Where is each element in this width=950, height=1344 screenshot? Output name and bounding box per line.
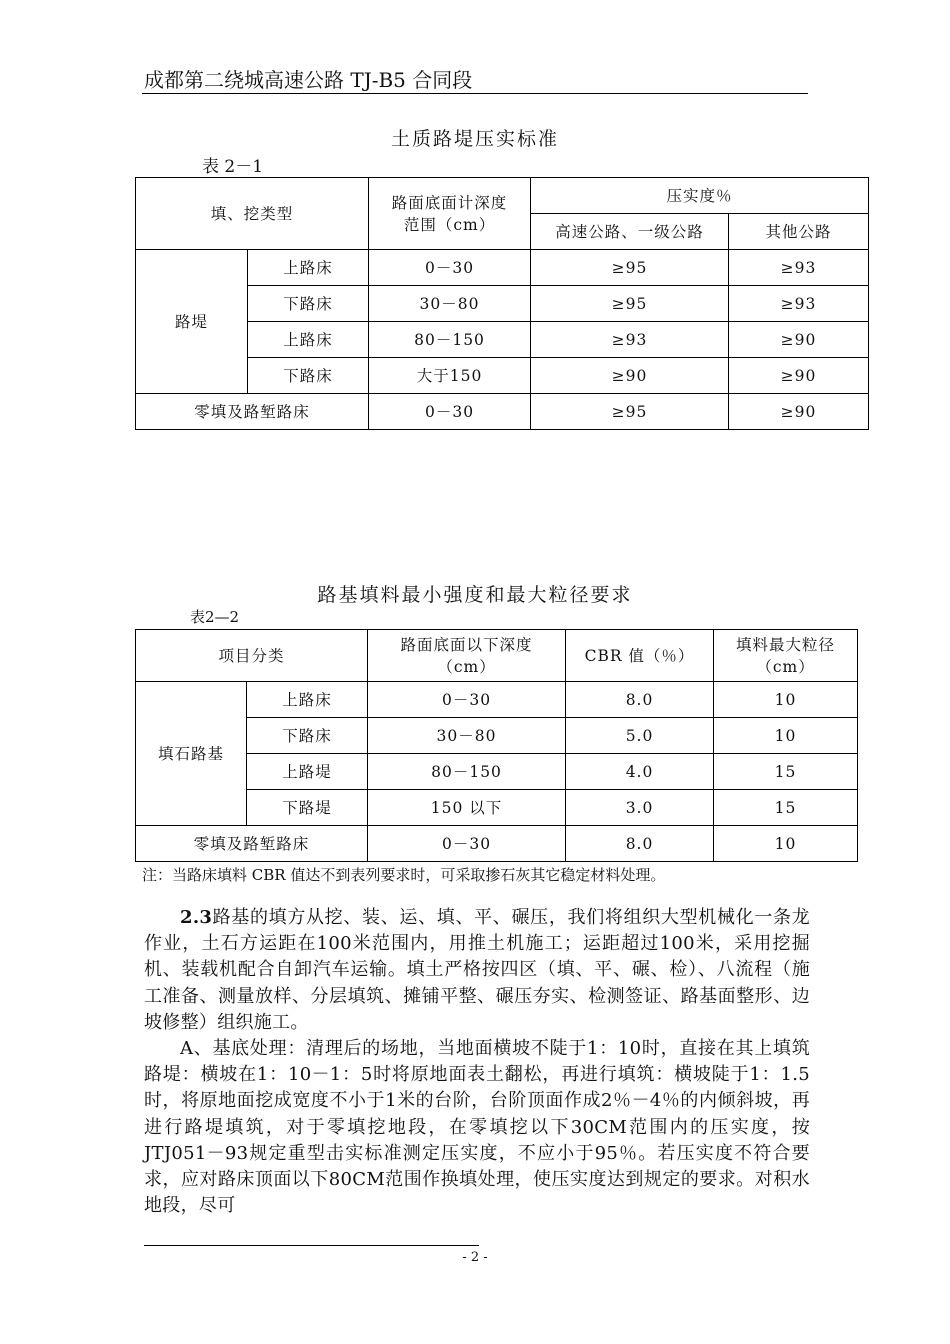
highway-cell: ≥95: [531, 394, 729, 430]
table2-label: 表2—2: [190, 608, 240, 626]
header-depth-line1: 路面底面以下深度: [400, 635, 533, 654]
depth-cell: 大于150: [369, 358, 531, 394]
table1-label: 表 2－1: [202, 157, 264, 177]
header-depth-range: 路面底面计深度范围（cm）: [369, 178, 531, 250]
layer-cell: 上路床: [247, 682, 368, 718]
cbr-cell: 3.0: [566, 790, 714, 826]
highway-cell: ≥90: [531, 358, 729, 394]
depth-cell: 30－80: [368, 718, 566, 754]
other-cell: ≥90: [729, 394, 869, 430]
header-fill-cut-type: 填、挖类型: [136, 178, 369, 250]
table2-title: 路基填料最小强度和最大粒径要求: [317, 584, 633, 606]
highway-cell: ≥93: [531, 322, 729, 358]
zero-fill-label: 零填及路堑路床: [136, 826, 368, 862]
cbr-cell: 5.0: [566, 718, 714, 754]
paragraph-2-3: [144, 905, 810, 1036]
header-highway: 高速公路、一级公路: [531, 214, 729, 250]
other-cell: ≥90: [729, 358, 869, 394]
layer-cell: 上路床: [248, 250, 369, 286]
other-cell: ≥93: [729, 250, 869, 286]
header-compaction: 压实度％: [531, 178, 869, 214]
layer-cell: 上路床: [248, 322, 369, 358]
depth-cell: 80－150: [369, 322, 531, 358]
page-header-title: 成都第二绕城高速公路 TJ-B5 合同段: [144, 68, 473, 92]
depth-cell: 80－150: [368, 754, 566, 790]
depth-cell: 150 以下: [368, 790, 566, 826]
header-size-line1: 填料最大粒径: [736, 635, 836, 654]
header-other-roads: 其他公路: [729, 214, 869, 250]
header-max-size: [714, 630, 858, 682]
table-note: 注：当路床填料 CBR 值达不到表列要求时，可采取掺石灰其它稳定材料处理。: [142, 866, 666, 884]
size-cell: 15: [714, 754, 858, 790]
depth-cell: 30－80: [369, 286, 531, 322]
layer-cell: 上路堤: [247, 754, 368, 790]
body-text: [144, 905, 810, 1219]
section-number: 2.3: [180, 907, 213, 928]
zero-fill-label: 零填及路堑路床: [136, 394, 369, 430]
other-cell: ≥93: [729, 286, 869, 322]
fill-material-table: [135, 629, 858, 862]
size-cell: 10: [714, 682, 858, 718]
cbr-cell: 4.0: [566, 754, 714, 790]
paragraph-2-3-text: 路基的填方从挖、装、运、填、平、碾压，我们将组织大型机械化一条龙作业，土石方运距在100米范围内，用推土机施工；运距超过100米，采用挖掘机、装载机配合自卸汽车运输。填土严格按四区（填、平、碾、检）、八流程（施工准备、测量放样、分层填筑、摊铺平整、碾压夯实、检测签证、路基面整形、边坡修整）组织施工。: [144, 907, 810, 1033]
layer-cell: 下路堤: [247, 790, 368, 826]
other-cell: ≥90: [729, 322, 869, 358]
size-cell: 10: [714, 718, 858, 754]
footer-rule: [144, 1245, 479, 1246]
compaction-standard-table: [135, 177, 869, 430]
header-depth: [368, 630, 566, 682]
group-label: 路堤: [136, 250, 248, 394]
header-rule: [142, 93, 808, 94]
depth-cell: 0－30: [369, 250, 531, 286]
depth-cell: 0－30: [368, 826, 566, 862]
paragraph-base-treatment: A、基底处理：清理后的场地，当地面横坡不陡于1：10时，直接在其上填筑路堤：横坡在1：10－1：5时将原地面表土翻松，再进行填筑：横坡陡于1：1.5时，将原地面挖成宽度不小于1米的台阶，台阶顶面作成2％－4％的内倾斜坡，再进行路堤填筑，对于零填挖地段，在零填挖以下30CM范围内的压实度，按JTJ051－93规定重型击实标准测定压实度，不应小于95％。若压实度不符合要求，应对路床顶面以下80CM范围作换填处理，使压实度达到规定的要求。对积水地段，尽可: [144, 1038, 810, 1217]
cbr-cell: 8.0: [566, 826, 714, 862]
depth-cell: 0－30: [369, 394, 531, 430]
page-number: - 2 -: [462, 1250, 488, 1265]
highway-cell: ≥95: [531, 250, 729, 286]
layer-cell: 下路床: [248, 358, 369, 394]
cbr-cell: 8.0: [566, 682, 714, 718]
layer-cell: 下路床: [247, 718, 368, 754]
group-label: 填石路基: [136, 682, 247, 826]
highway-cell: ≥95: [531, 286, 729, 322]
header-item-category: 项目分类: [136, 630, 368, 682]
depth-cell: 0－30: [368, 682, 566, 718]
header-depth-line2: （cm）: [437, 657, 496, 676]
table1-title: 土质路堤压实标准: [390, 128, 559, 150]
layer-cell: 下路床: [248, 286, 369, 322]
header-cbr: CBR 值（％）: [566, 630, 714, 682]
size-cell: 15: [714, 790, 858, 826]
size-cell: 10: [714, 826, 858, 862]
header-size-line2: （cm）: [756, 657, 815, 676]
